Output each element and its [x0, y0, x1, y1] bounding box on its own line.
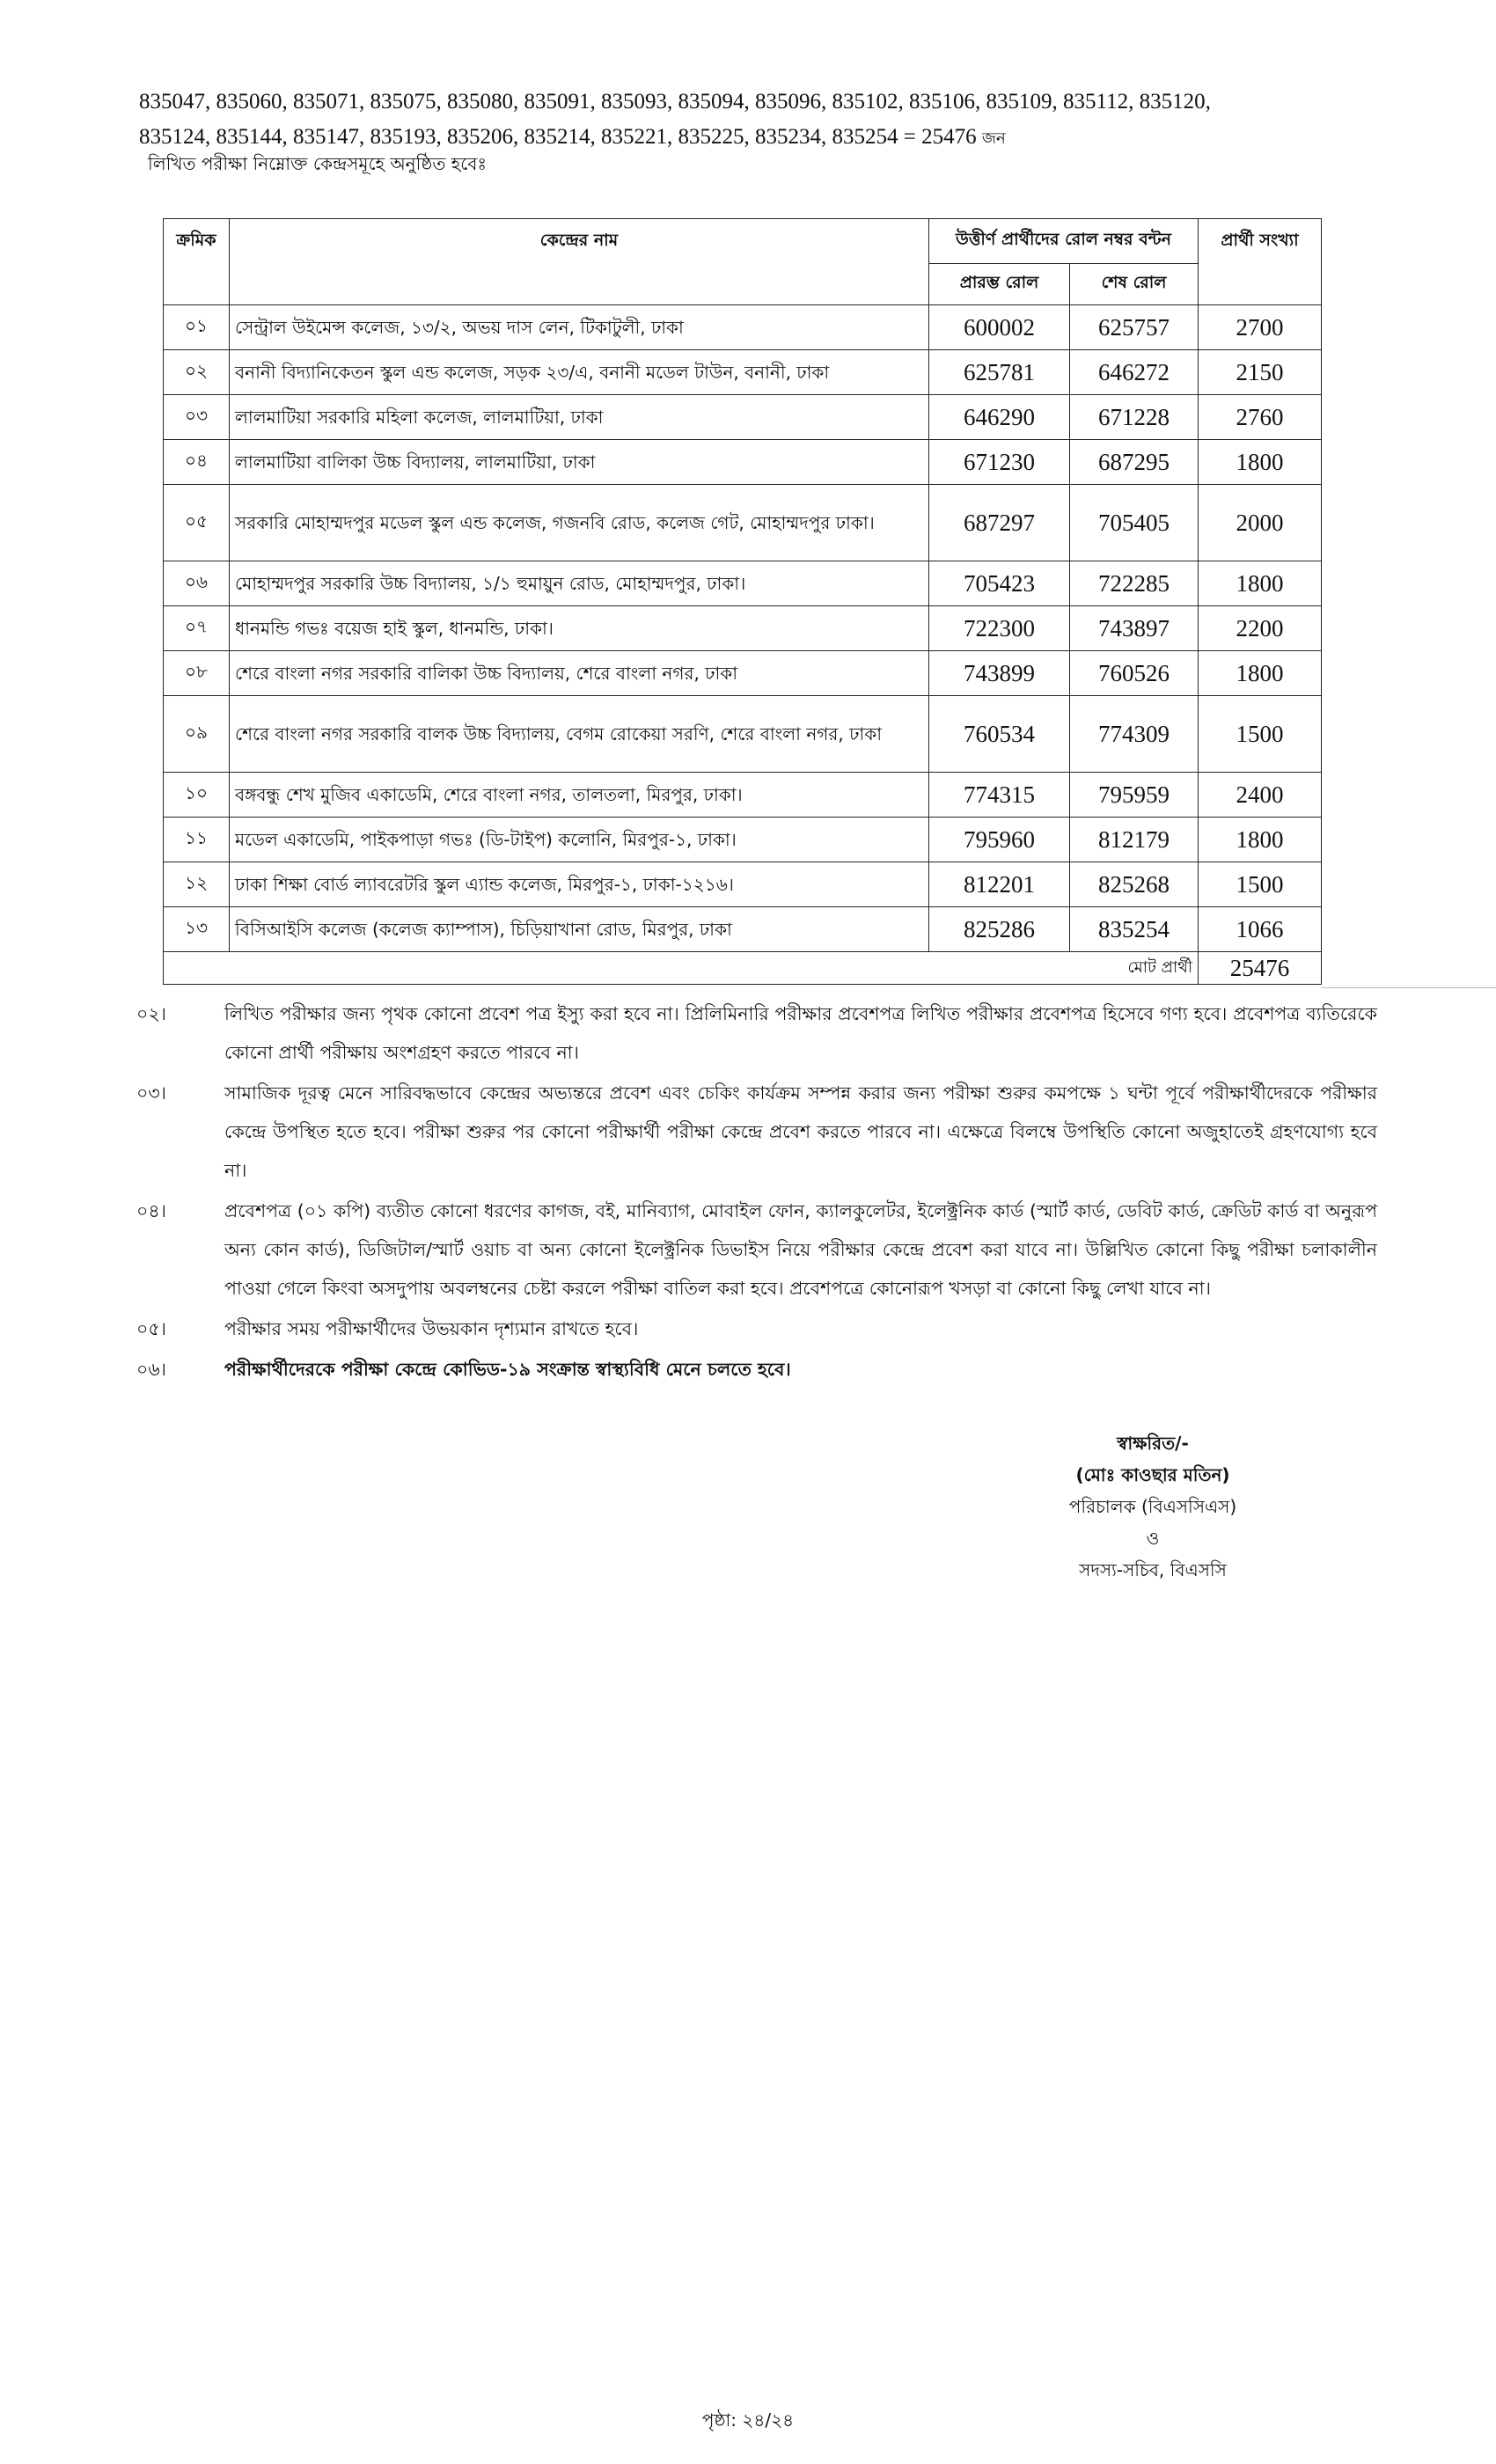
signatory-and: ও	[1146, 1528, 1160, 1549]
row-serial: ০৮	[164, 651, 230, 696]
row-end-roll: 774309	[1070, 696, 1199, 773]
roll-list-line-1: 835047, 835060, 835071, 835075, 835080, 835091, 835093, 835094, 835096, 835102, 835106, 835109, 835112, 835120,	[139, 90, 1211, 114]
row-end-roll: 705405	[1070, 485, 1199, 561]
row-center-name: লালমাটিয়া সরকারি মহিলা কলেজ, লালমাটিয়া, ঢাকা	[230, 395, 929, 440]
row-candidate-count: 2760	[1199, 395, 1322, 440]
table-row	[164, 862, 1322, 907]
header-end-roll: শেষ রোল	[1070, 264, 1199, 305]
note-text: পরীক্ষার সময় পরীক্ষার্থীদের উভয়কান দৃশ্যমান রাখতে হবে।	[224, 1318, 639, 1339]
row-center-name: বনানী বিদ্যানিকেতন স্কুল এন্ড কলেজ, সড়ক ২৩/এ, বনানী মডেল টাউন, বনানী, ঢাকা	[230, 350, 929, 395]
row-serial: ০৪	[164, 440, 230, 485]
row-serial: ০২	[164, 350, 230, 395]
table-row	[164, 907, 1322, 952]
table-row	[164, 651, 1322, 696]
row-center-name: মোহাম্মদপুর সরকারি উচ্চ বিদ্যালয়, ১/১ হুমায়ুন রোড, মোহাম্মদপুর, ঢাকা।	[230, 561, 929, 606]
row-center-name: ঢাকা শিক্ষা বোর্ড ল্যাবরেটরি স্কুল এ্যান্ড কলেজ, মিরপুর-১, ঢাকা-১২১৬।	[230, 862, 929, 907]
list-item	[136, 1309, 1377, 1348]
roll-list-line-2-text: 835124, 835144, 835147, 835193, 835206, 835214, 835221, 835225, 835234, 835254 = 25476	[139, 125, 977, 149]
list-item	[136, 1074, 1377, 1190]
header-center-name: কেন্দ্রের নাম	[230, 219, 929, 305]
instructions-list	[136, 994, 1377, 1390]
row-center-name: ধানমন্ডি গভঃ বয়েজ হাই স্কুল, ধানমন্ডি, ঢাকা।	[230, 606, 929, 651]
row-end-roll: 835254	[1070, 907, 1199, 952]
exam-venue-intro: লিখিত পরীক্ষা নিম্নোক্ত কেন্দ্রসমূহে অনুষ্ঠিত হবেঃ	[148, 153, 488, 174]
note-number: ০২।	[136, 1003, 166, 1024]
row-serial: ১০	[164, 773, 230, 818]
note-number: ০৬।	[136, 1359, 166, 1380]
note-text: পরীক্ষার্থীদেরকে পরীক্ষা কেন্দ্রে কোভিড-১৯ সংক্রান্ত স্বাস্থ্যবিধি মেনে চলতে হবে।	[224, 1359, 791, 1380]
row-start-roll: 825286	[929, 907, 1070, 952]
row-center-name: লালমাটিয়া বালিকা উচ্চ বিদ্যালয়, লালমাটিয়া, ঢাকা	[230, 440, 929, 485]
row-candidate-count: 1500	[1199, 862, 1322, 907]
total-label: মোট প্রার্থী	[164, 952, 1199, 985]
roll-list-unit: জন	[981, 129, 1006, 148]
row-start-roll: 722300	[929, 606, 1070, 651]
row-serial: ১৩	[164, 907, 230, 952]
row-start-roll: 795960	[929, 818, 1070, 862]
table-row	[164, 818, 1322, 862]
row-candidate-count: 1800	[1199, 651, 1322, 696]
row-candidate-count: 2150	[1199, 350, 1322, 395]
signatory-title-1: পরিচালক (বিএসসিএস)	[1068, 1496, 1237, 1517]
row-serial: ০৭	[164, 606, 230, 651]
row-center-name: মডেল একাডেমি, পাইকপাড়া গভঃ (ডি-টাইপ) কলোনি, মিরপুর-১, ঢাকা।	[230, 818, 929, 862]
table-row	[164, 561, 1322, 606]
total-row	[164, 952, 1322, 985]
note-text: লিখিত পরীক্ষার জন্য পৃথক কোনো প্রবেশ পত্র ইস্যু করা হবে না। প্রিলিমিনারি পরীক্ষার প্রবেশপত্র লিখিত পরীক্ষার প্রবেশপত্র হিসেবে গণ্য হবে। প্রবেশপত্র ব্যতিরেকে কোনো প্রার্থী পরীক্ষায় অংশগ্রহণ করতে পারবে না।	[224, 1003, 1377, 1063]
row-candidate-count: 2000	[1199, 485, 1322, 561]
row-candidate-count: 1800	[1199, 818, 1322, 862]
header-serial: ক্রমিক	[164, 219, 230, 305]
signed-label: স্বাক্ষরিত/-	[1117, 1433, 1189, 1454]
signatory-title-2: সদস্য-সচিব, বিএসসি	[1079, 1559, 1227, 1580]
row-candidate-count: 2200	[1199, 606, 1322, 651]
row-candidate-count: 2700	[1199, 305, 1322, 350]
row-serial: ০৩	[164, 395, 230, 440]
table-row	[164, 606, 1322, 651]
row-end-roll: 760526	[1070, 651, 1199, 696]
row-end-roll: 825268	[1070, 862, 1199, 907]
row-candidate-count: 1500	[1199, 696, 1322, 773]
exam-centers-table	[163, 218, 1322, 985]
row-end-roll: 646272	[1070, 350, 1199, 395]
page-number: পৃষ্ঠা: ২৪/২৪	[701, 2409, 795, 2431]
table-row	[164, 395, 1322, 440]
row-candidate-count: 1800	[1199, 561, 1322, 606]
row-serial: ০৯	[164, 696, 230, 773]
header-start-roll: প্রারম্ভ রোল	[929, 264, 1070, 305]
row-start-roll: 812201	[929, 862, 1070, 907]
row-end-roll: 795959	[1070, 773, 1199, 818]
row-candidate-count: 2400	[1199, 773, 1322, 818]
note-text: প্রবেশপত্র (০১ কপি) ব্যতীত কোনো ধরণের কাগজ, বই, মানিব্যাগ, মোবাইল ফোন, ক্যালকুলেটর, ইলেক্ট্রনিক কার্ড (স্মার্ট কার্ড, ডেবিট কার্ড, ক্রেডিট কার্ড বা অনুরূপ অন্য কোন কার্ড), ডিজিটাল/স্মার্ট ওয়াচ বা অন্য কোনো ইলেক্ট্রনিক ডিভাইস নিয়ে পরীক্ষার কেন্দ্রে প্রবেশ করা যাবে না। উল্লিখিত কোনো কিছু পরীক্ষা চলাকালীন পাওয়া গেলে কিংবা অসদুপায় অবলম্বনের চেষ্টা করলে পরীক্ষা বাতিল করা হবে। প্রবেশপত্রে কোনোরূপ খসড়া বা কোনো কিছু লেখা যাবে না।	[224, 1200, 1377, 1299]
table-row	[164, 773, 1322, 818]
table-row	[164, 485, 1322, 561]
total-value: 25476	[1199, 952, 1322, 985]
row-start-roll: 625781	[929, 350, 1070, 395]
note-number: ০৩।	[136, 1082, 166, 1104]
note-number: ০৪।	[136, 1200, 166, 1221]
row-end-roll: 812179	[1070, 818, 1199, 862]
roll-number-list	[139, 84, 1389, 157]
note-number: ০৫।	[136, 1318, 166, 1339]
note-text: সামাজিক দূরত্ব মেনে সারিবদ্ধভাবে কেন্দ্রের অভ্যন্তরে প্রবেশ এবং চেকিং কার্যক্রম সম্পন্ন করার জন্য পরীক্ষা শুরুর কমপক্ষে ১ ঘন্টা পূর্বে পরীক্ষার্থীদেরকে পরীক্ষার কেন্দ্রে উপস্থিত হতে হবে। পরীক্ষা শুরুর পর কোনো পরীক্ষার্থী পরীক্ষা কেন্দ্রে প্রবেশ করতে পারবে না। এক্ষেত্রে বিলম্বে উপস্থিতি কোনো অজুহাতেই গ্রহণযোগ্য হবে না।	[224, 1082, 1377, 1181]
table-row	[164, 305, 1322, 350]
signature-block	[968, 1427, 1338, 1586]
row-start-roll: 760534	[929, 696, 1070, 773]
row-serial: ০৬	[164, 561, 230, 606]
row-center-name: শেরে বাংলা নগর সরকারি বালক উচ্চ বিদ্যালয়, বেগম রোকেয়া সরণি, শেরে বাংলা নগর, ঢাকা	[230, 696, 929, 773]
row-center-name: শেরে বাংলা নগর সরকারি বালিকা উচ্চ বিদ্যালয়, শেরে বাংলা নগর, ঢাকা	[230, 651, 929, 696]
header-candidates: প্রার্থী সংখ্যা	[1199, 219, 1322, 305]
header-roll-allocation: উত্তীর্ণ প্রার্থীদের রোল নম্বর বন্টন	[929, 219, 1199, 264]
row-serial: ১১	[164, 818, 230, 862]
table-row	[164, 350, 1322, 395]
row-end-roll: 687295	[1070, 440, 1199, 485]
total-divider-line	[1321, 987, 1496, 988]
list-item	[136, 994, 1377, 1072]
list-item	[136, 1192, 1377, 1308]
row-start-roll: 671230	[929, 440, 1070, 485]
row-start-roll: 646290	[929, 395, 1070, 440]
table-row	[164, 696, 1322, 773]
row-start-roll: 774315	[929, 773, 1070, 818]
row-end-roll: 743897	[1070, 606, 1199, 651]
row-start-roll: 600002	[929, 305, 1070, 350]
row-candidate-count: 1066	[1199, 907, 1322, 952]
row-center-name: বিসিআইসি কলেজ (কলেজ ক্যাম্পাস), চিড়িয়াখানা রোড, মিরপুর, ঢাকা	[230, 907, 929, 952]
row-start-roll: 705423	[929, 561, 1070, 606]
table-row	[164, 440, 1322, 485]
row-candidate-count: 1800	[1199, 440, 1322, 485]
row-start-roll: 743899	[929, 651, 1070, 696]
row-end-roll: 722285	[1070, 561, 1199, 606]
signatory-name: (মোঃ কাওছার মতিন)	[1075, 1464, 1230, 1485]
row-serial: ১২	[164, 862, 230, 907]
row-center-name: বঙ্গবন্ধু শেখ মুজিব একাডেমি, শেরে বাংলা নগর, তালতলা, মিরপুর, ঢাকা।	[230, 773, 929, 818]
row-start-roll: 687297	[929, 485, 1070, 561]
row-end-roll: 671228	[1070, 395, 1199, 440]
list-item	[136, 1350, 1377, 1389]
row-center-name: সরকারি মোহাম্মদপুর মডেল স্কুল এন্ড কলেজ, গজনবি রোড, কলেজ গেট, মোহাম্মদপুর ঢাকা।	[230, 485, 929, 561]
row-serial: ০১	[164, 305, 230, 350]
row-end-roll: 625757	[1070, 305, 1199, 350]
row-center-name: সেন্ট্রাল উইমেন্স কলেজ, ১৩/২, অভয় দাস লেন, টিকাটুলী, ঢাকা	[230, 305, 929, 350]
row-serial: ০৫	[164, 485, 230, 561]
